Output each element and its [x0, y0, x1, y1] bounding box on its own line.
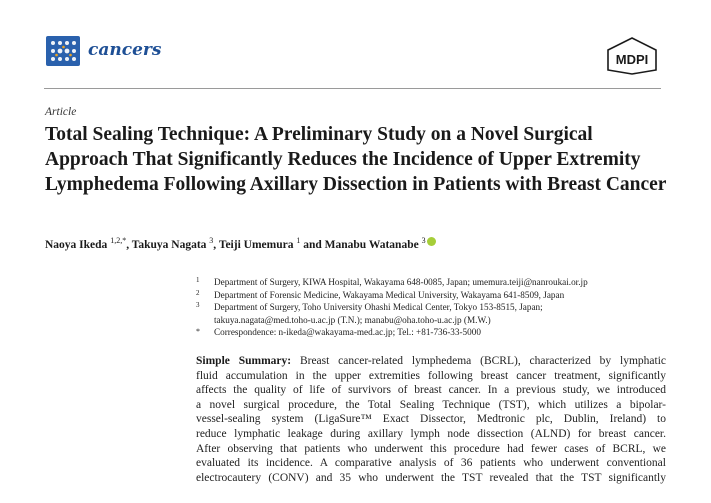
- affiliation-text: Department of Surgery, Toho University Ohashi Medical Center, Tokyo 153-8515, Japan;: [214, 302, 543, 312]
- journal-logo-icon: [46, 36, 80, 66]
- summary-line: a novel surgical procedure, the Total Sealing Technique (TST), which utilizes a bipolar-: [196, 398, 666, 411]
- article-title: Total Sealing Technique: A Preliminary Study on a Novel Surgical Approach That Significantly Reduces the Incidence of Upper Extremity Lymphedema Following Axillary Dissection in Patients with Breast Cancer: [45, 124, 667, 195]
- correspondence-item: [196, 326, 666, 339]
- summary-line: fluid accumulation in the upper extremities following breast cancer treatment, significantly: [196, 369, 666, 382]
- summary-line: reduce lymphatic leakage during axillary lymph node dissection (ALND) for breast cancer.: [196, 427, 666, 440]
- affiliation-item: [196, 301, 666, 326]
- author-name: Takuya Nagata: [131, 238, 207, 251]
- author-affiliation-marker: 3: [421, 236, 426, 245]
- summary-line: affects the quality of life of survivors of breast cancer. In a previous study, we introduced: [196, 384, 666, 397]
- summary-line: [196, 354, 666, 369]
- summary-text: Breast cancer-related lymphedema (BCRL), characterized by lymphatic: [291, 355, 666, 367]
- header-divider: [44, 88, 661, 89]
- author-name: Teiji Umemura: [218, 238, 294, 251]
- simple-summary-label: Simple Summary:: [196, 355, 292, 367]
- summary-line: electrocautery (CONV) and 35 who underwent the TST revealed that the TST significantly: [196, 471, 666, 484]
- affiliation-text: Department of Surgery, KIWA Hospital, Wakayama 648-0085, Japan; umemura.teiji@nanroukai.or.jp: [214, 277, 588, 287]
- affiliation-marker: 2: [196, 288, 200, 297]
- author-name: Manabu Watanabe: [324, 238, 419, 251]
- simple-summary: [196, 354, 666, 485]
- affiliation-item: [196, 276, 666, 289]
- affiliation-marker: 3: [196, 301, 200, 309]
- author-affiliation-marker: 3: [209, 236, 214, 245]
- summary-line: After observing that patients who underwent this procedure had fewer cases of BCRL, we: [196, 442, 666, 455]
- author-list: [45, 236, 436, 251]
- summary-line: vessel-sealing system (LigaSure™ Exact Dissector, Medtronic plc, Dublin, Ireland) to: [196, 413, 666, 426]
- affiliation-item: [196, 289, 666, 302]
- affiliations-list: [196, 276, 666, 339]
- affiliation-text: Department of Forensic Medicine, Wakayama Medical University, Wakayama 641-8509, Japan: [214, 289, 565, 300]
- author-affiliation-marker: 1: [296, 236, 301, 245]
- affiliation-text: takuya.nagata@med.toho-u.ac.jp (T.N.); manabu@oha.toho-u.ac.jp (M.W.): [214, 314, 491, 325]
- author-separator: ,: [213, 238, 219, 251]
- author-affiliation-marker: 1,2,*: [110, 236, 127, 245]
- summary-line: evaluated its incidence. A comparative analysis of 36 patients who underwent conventional: [196, 457, 666, 470]
- author-name: Naoya Ikeda: [45, 238, 108, 251]
- correspondence-marker: *: [196, 327, 200, 336]
- correspondence-text: Correspondence: n-ikeda@wakayama-med.ac.jp; Tel.: +81-736-33-5000: [214, 327, 481, 337]
- orcid-icon[interactable]: [427, 237, 436, 246]
- page-header: [0, 0, 711, 90]
- affiliation-marker: 1: [196, 276, 200, 284]
- journal-name: cancers: [88, 40, 162, 60]
- publisher-logo: [603, 36, 661, 76]
- publisher-logo-text: MDPI: [615, 52, 649, 67]
- article-type: Article: [45, 106, 77, 118]
- author-separator: ,: [126, 238, 132, 251]
- author-separator: and: [300, 238, 325, 251]
